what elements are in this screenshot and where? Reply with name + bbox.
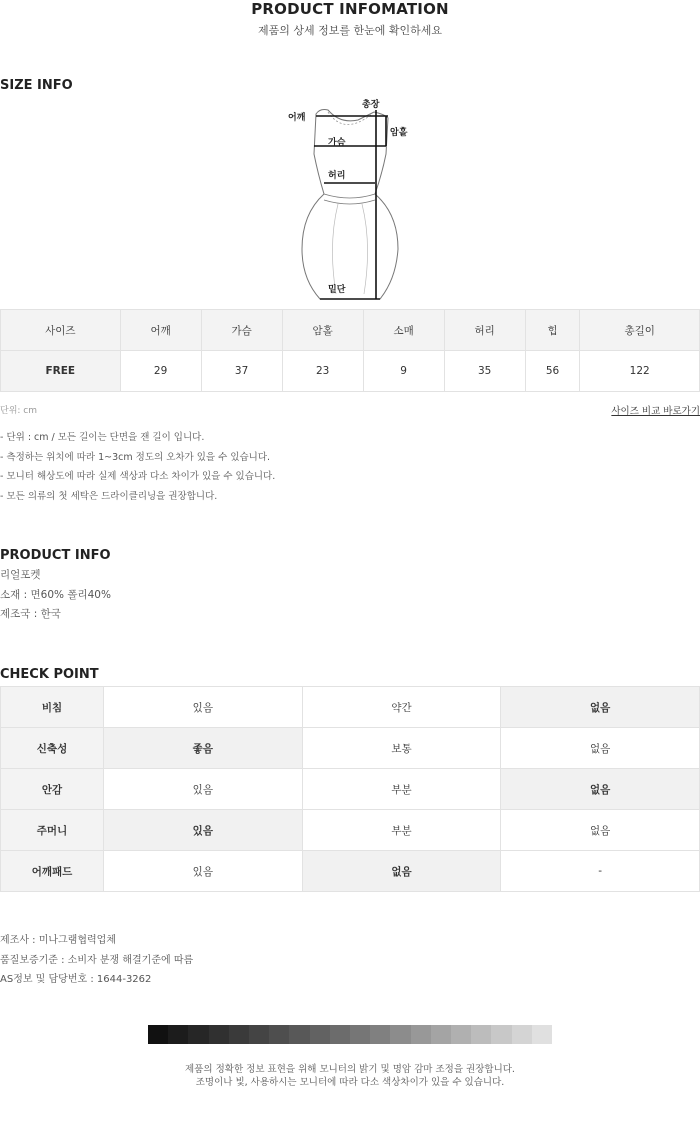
check-option: 있음 bbox=[104, 769, 303, 810]
check-row-label: 안감 bbox=[1, 769, 104, 810]
check-row-label: 주머니 bbox=[1, 810, 104, 851]
size-header-cell: 힙 bbox=[525, 310, 580, 351]
check-point-table bbox=[0, 686, 700, 892]
gradient-swatch bbox=[491, 1025, 511, 1044]
gradient-swatch bbox=[310, 1025, 330, 1044]
size-compare-link[interactable]: 사이즈 비교 바로가기 bbox=[611, 406, 700, 417]
maker-line: 제조사 : 미나그램협력업체 bbox=[0, 935, 116, 946]
gradient-swatch bbox=[289, 1025, 309, 1044]
maker-line: 품질보증기준 : 소비자 분쟁 해결기준에 따름 bbox=[0, 954, 194, 966]
size-notes bbox=[0, 428, 275, 506]
product-info-heading: PRODUCT INFO bbox=[0, 548, 111, 563]
check-option-selected: 좋음 bbox=[104, 728, 303, 769]
product-info-line: 소재 : 면60% 폴리40% bbox=[0, 588, 111, 601]
gradient-swatch bbox=[471, 1025, 491, 1044]
gradient-swatch bbox=[431, 1025, 451, 1044]
diagram-label-armhole: 암홀 bbox=[390, 128, 408, 138]
gradient-swatch bbox=[229, 1025, 249, 1044]
page-title: PRODUCT INFOMATION bbox=[251, 0, 449, 18]
gradient-swatch bbox=[532, 1025, 552, 1044]
gradient-swatch bbox=[269, 1025, 289, 1044]
product-info-line: 제조국 : 한국 bbox=[0, 608, 61, 621]
table-row bbox=[1, 769, 700, 810]
check-option: 약간 bbox=[302, 687, 501, 728]
gradient-swatch bbox=[148, 1025, 168, 1044]
maker-line: AS정보 및 담당번호 : 1644-3262 bbox=[0, 974, 152, 986]
product-info-line: 리얼포켓 bbox=[0, 569, 41, 581]
check-option: 부분 bbox=[302, 810, 501, 851]
check-option-selected: 있음 bbox=[104, 810, 303, 851]
size-info-heading: SIZE INFO bbox=[0, 78, 73, 93]
check-row-label: 비침 bbox=[1, 687, 104, 728]
gradient-swatch bbox=[512, 1025, 532, 1044]
size-header-cell: 암홀 bbox=[282, 310, 363, 351]
check-option: 없음 bbox=[501, 810, 700, 851]
check-option: - bbox=[501, 851, 700, 892]
gradient-swatch bbox=[249, 1025, 269, 1044]
check-option: 있음 bbox=[104, 687, 303, 728]
check-option: 부분 bbox=[302, 769, 501, 810]
check-row-label: 어깨패드 bbox=[1, 851, 104, 892]
gradient-swatch bbox=[209, 1025, 229, 1044]
diagram-label-total-length: 총장 bbox=[362, 100, 380, 110]
gradient-swatch bbox=[168, 1025, 188, 1044]
page-subtitle: 제품의 상세 정보를 한눈에 확인하세요 bbox=[257, 24, 442, 37]
table-row bbox=[1, 351, 700, 392]
check-row-label: 신축성 bbox=[1, 728, 104, 769]
diagram-label-shoulder: 어깨 bbox=[288, 113, 306, 123]
note-line: - 모니터 해상도에 따라 실제 색상과 다소 차이가 있을 수 있습니다. bbox=[0, 471, 276, 483]
size-header-cell: 어깨 bbox=[120, 310, 201, 351]
size-cell: 35 bbox=[444, 351, 525, 392]
size-header-cell: 사이즈 bbox=[1, 310, 121, 351]
gradient-swatch bbox=[370, 1025, 390, 1044]
size-header-cell: 허리 bbox=[444, 310, 525, 351]
check-option-selected: 없음 bbox=[501, 687, 700, 728]
product-info-list bbox=[0, 566, 111, 625]
table-row bbox=[1, 687, 700, 728]
gradient-swatch bbox=[330, 1025, 350, 1044]
size-table-header-row bbox=[1, 310, 700, 351]
check-option-selected: 없음 bbox=[501, 769, 700, 810]
maker-info bbox=[0, 931, 193, 990]
table-row bbox=[1, 728, 700, 769]
size-cell: 9 bbox=[363, 351, 444, 392]
diagram-label-chest: 가슴 bbox=[328, 138, 346, 148]
size-cell: 29 bbox=[120, 351, 201, 392]
gradient-swatch bbox=[350, 1025, 370, 1044]
monitor-footnote bbox=[0, 1063, 700, 1089]
size-cell: 56 bbox=[525, 351, 580, 392]
check-option: 없음 bbox=[501, 728, 700, 769]
table-row bbox=[1, 810, 700, 851]
size-header-cell: 가슴 bbox=[201, 310, 282, 351]
check-point-heading: CHECK POINT bbox=[0, 667, 99, 682]
gradient-swatch bbox=[451, 1025, 471, 1044]
footnote-line: 조명이나 빛, 사용하시는 모니터에 따라 다소 색상차이가 있을 수 있습니다. bbox=[195, 1077, 505, 1088]
gradient-swatch bbox=[411, 1025, 431, 1044]
note-line: - 단위 : cm / 모든 길이는 단면을 잰 길이 입니다. bbox=[0, 432, 205, 443]
size-cell: 122 bbox=[580, 351, 700, 392]
unit-note: 단위: cm bbox=[0, 406, 37, 416]
size-cell-label: FREE bbox=[1, 351, 121, 392]
note-line: - 모든 의류의 첫 세탁은 드라이클리닝을 권장합니다. bbox=[0, 490, 218, 502]
check-option: 보통 bbox=[302, 728, 501, 769]
diagram-label-waist: 허리 bbox=[328, 171, 346, 181]
size-diagram bbox=[280, 94, 420, 306]
size-header-cell: 소매 bbox=[363, 310, 444, 351]
footnote-line: 제품의 정확한 정보 표현을 위해 모니터의 밝기 및 명암 감마 조정을 권장합니다. bbox=[185, 1064, 515, 1075]
size-header-cell: 총길이 bbox=[580, 310, 700, 351]
monitor-calibration-gradient bbox=[148, 1025, 552, 1044]
size-table bbox=[0, 309, 700, 392]
check-option: 있음 bbox=[104, 851, 303, 892]
table-row bbox=[1, 851, 700, 892]
size-cell: 23 bbox=[282, 351, 363, 392]
check-option-selected: 없음 bbox=[302, 851, 501, 892]
gradient-swatch bbox=[390, 1025, 410, 1044]
gradient-swatch bbox=[188, 1025, 208, 1044]
size-cell: 37 bbox=[201, 351, 282, 392]
note-line: - 측정하는 위치에 따라 1~3cm 정도의 오차가 있을 수 있습니다. bbox=[0, 451, 271, 463]
diagram-label-hem: 밑단 bbox=[328, 285, 346, 295]
